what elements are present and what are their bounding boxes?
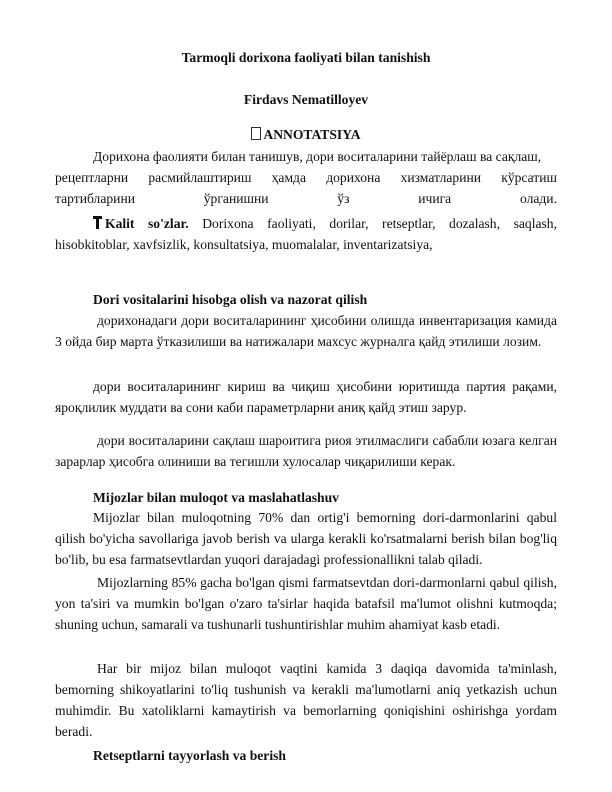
section1-paragraph-2: дори воситаларининг кириш ва чиқиш ҳисобини юритишда партия рақами, яроқлилик муддати ва сони каби параметрларни аниқ қайд этиш зарур. — [55, 379, 557, 415]
section-heading-accounting: Dori vositalarini hisobga olish va nazorat qilish — [93, 292, 368, 307]
section1-paragraph-3: дори воситаларини сақлаш шароитига риоя этилмаслиги сабабли юзага келган зарарлар ҳисобга олиниши ва тегишли хулосалар чиқарилиши керак. — [55, 433, 557, 469]
annotation-line-3 — [55, 188, 557, 209]
annotation-word: олади. — [519, 191, 557, 206]
annotation-heading — [0, 127, 612, 143]
section-heading-prescriptions: Retseptlarni tayyorlash va berish — [93, 748, 286, 763]
missing-glyph-icon — [251, 127, 261, 140]
pin-icon — [93, 216, 102, 229]
annotation-word: ўз — [337, 191, 350, 206]
section-heading-clients: Mijozlar bilan muloqot va maslahatlashuv — [93, 490, 339, 505]
section2-paragraph-2: Mijozlarning 85% gacha bo'lgan qismi farmatsevtdan dori-darmonlarni qabul qilish, yon ta'siri va mumkin bo'lgan o'zaro ta'sirlar haqida batafsil ma'lumot olishni kutmoqda; shuning uchun, samarali va tushunarli tushuntirishlar muhim ahamiyat kasb etadi. — [55, 575, 557, 632]
annotation-word: ўрганишни — [203, 191, 269, 206]
annotation-line-1: Дорихона фаолияти билан танишув, дори воситаларини тайёрлаш ва сақлаш, — [93, 149, 542, 164]
keywords-paragraph — [55, 213, 557, 255]
annotation-paragraph — [55, 146, 557, 209]
annotation-line-2-text: рецептларни расмийлаштириш ҳамда дорихона хизматларини кўрсатиш — [55, 170, 557, 185]
annotation-word: тартибларини — [55, 191, 135, 206]
section2-paragraph-3: Har bir mijoz bilan muloqot vaqtini kamida 3 daqiqa davomida ta'minlash, bemorning shikoyatlarini to'liq tushunish va kerakli ma'lumotlarni aniq yetkazish uchun muhimdir. Bu xatoliklarni kamaytirish va bemorlarning qoniqishini oshirishga yordam beradi. — [55, 661, 557, 739]
document-title: Tarmoqli dorixona faoliyati bilan tanishish — [181, 50, 431, 65]
keywords-text: Dorixona faoliyati, dorilar, retseptlar, dozalash, saqlash, hisobkitoblar, xavfsizlik, konsultatsiya, muomalalar, inventarizatsiya, — [55, 216, 557, 252]
annotation-heading-text: ANNOTATSIYA — [263, 127, 361, 142]
annotation-line-2 — [55, 167, 557, 188]
section2-paragraph-1: Mijozlar bilan muloqotning 70% dan ortig'i bemorning dori-darmonlarini qabul qilish bo'yicha savollariga javob berish va ularga kerakli ko'rsatmalarni berish bilan bog'liq bo'lib, bu esa farmatsevtlardan yuqori darajadagi professionallikni talab qiladi. — [55, 510, 557, 567]
section1-paragraph-1: дорихонадаги дори воситаларининг ҳисобини олишда инвентаризация камида 3 ойда бир марта ўтказилиши ва натижалари махсус журналга қайд этилиши лозим. — [55, 313, 557, 349]
author-name: Firdavs Nematilloyev — [243, 92, 369, 107]
keywords-label: Kalit so'zlar. — [105, 216, 189, 231]
annotation-word: ичига — [418, 191, 452, 206]
